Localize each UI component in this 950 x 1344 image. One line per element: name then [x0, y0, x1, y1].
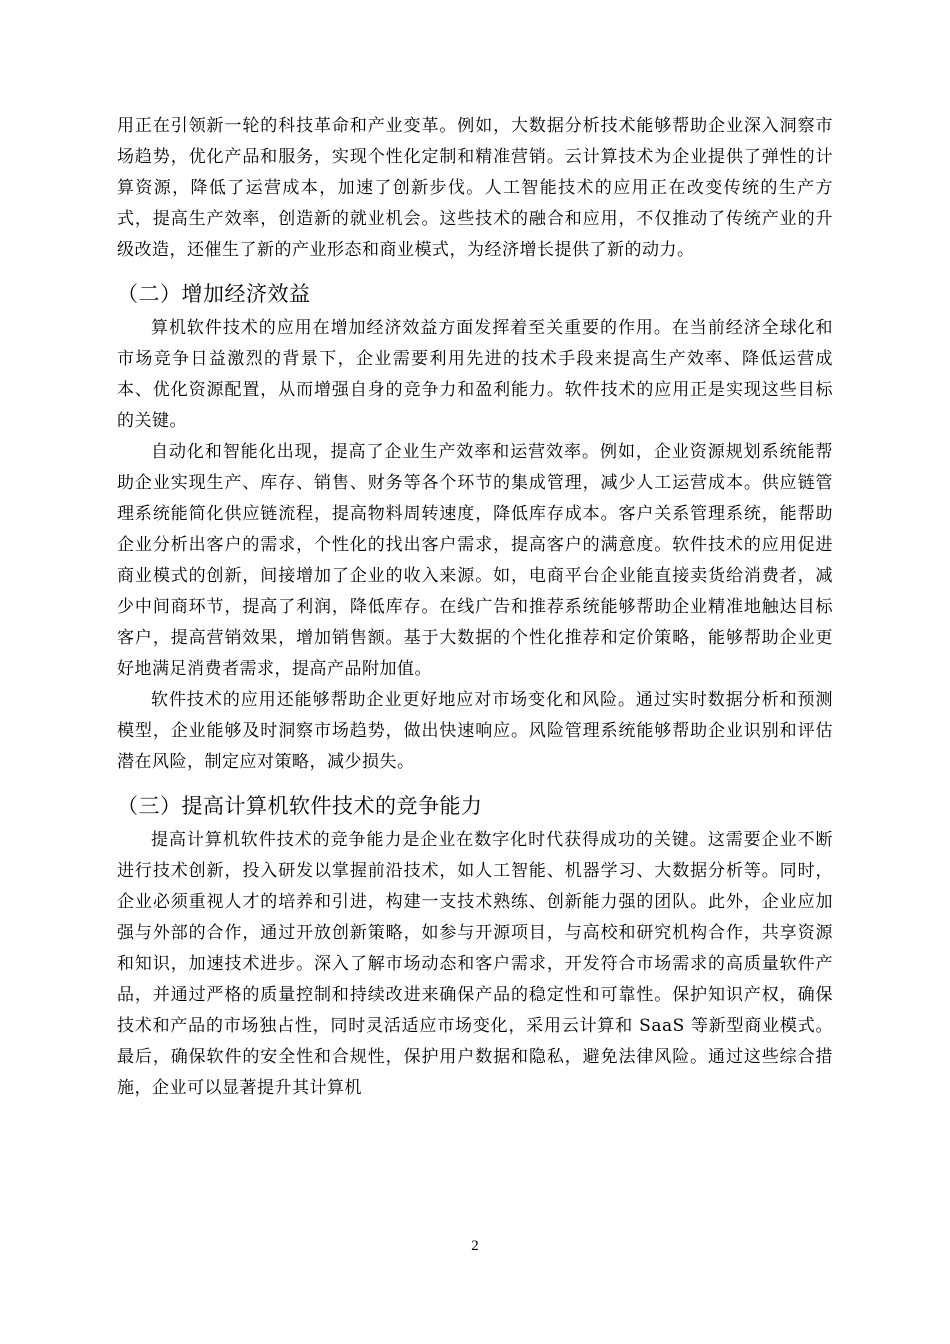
section3-paragraph-1: 提高计算机软件技术的竞争能力是企业在数字化时代获得成功的关键。这需要企业不断进行技术创新，投入研发以掌握前沿技术，如人工智能、机器学习、大数据分析等。同时，企业必须重视人才的培养和引进，构建一支技术熟练、创新能力强的团队。此外，企业应加强与外部的合作，通过开放创新策略，如参与开源项目，与高校和研究机构合作，共享资源和知识，加速技术进步。深入了解市场动态和客户需求，开发符合市场需求的高质量软件产品，并通过严格的质量控制和持续改进来确保产品的稳定性和可靠性。保护知识产权，确保技术和产品的市场独占性，同时灵活适应市场变化，采用云计算和 SaaS 等新型商业模式。最后，确保软件的安全性和合规性，保护用户数据和隐私，避免法律风险。通过这些综合措施，企业可以显著提升其计算机	[117, 830, 833, 1098]
section2-paragraph-2: 自动化和智能化出现，提高了企业生产效率和运营效率。例如，企业资源规划系统能帮助企业实现生产、库存、销售、财务等各个环节的集成管理，减少人工运营成本。供应链管理系统能简化供应链流程，提高物料周转速度，降低库存成本。客户关系管理系统，能帮助企业分析出客户的需求，个性化的找出客户需求，提高客户的满意度。软件技术的应用促进商业模式的创新，间接增加了企业的收入来源。如，电商平台企业能直接卖货给消费者，减少中间商环节，提高了利润，降低库存。在线广告和推荐系统能够帮助企业精准地触达目标客户，提高营销效果，增加销售额。基于大数据的个性化推荐和定价策略，能够帮助企业更好地满足消费者需求，提高产品附加值。	[117, 442, 833, 679]
section-heading-improve-competitiveness: （三）提高计算机软件技术的竞争能力	[117, 794, 483, 818]
page-body	[117, 111, 833, 1104]
page-number: 2	[471, 1238, 479, 1254]
section2-paragraph-3: 软件技术的应用还能够帮助企业更好地应对市场变化和风险。通过实时数据分析和预测模型，企业能够及时洞察市场趋势，做出快速响应。风险管理系统能够帮助企业识别和评估潜在风险，制定应对策略，减少损失。	[117, 690, 833, 772]
paragraph-intro-continued: 用正在引领新一轮的科技革命和产业变革。例如，大数据分析技术能够帮助企业深入洞察市场趋势，优化产品和服务，实现个性化定制和精准营销。云计算技术为企业提供了弹性的计算资源，降低了运营成本，加速了创新步伐。人工智能技术的应用正在改变传统的生产方式，提高生产效率，创造新的就业机会。这些技术的融合和应用，不仅推动了传统产业的升级改造，还催生了新的产业形态和商业模式，为经济增长提供了新的动力。	[117, 116, 833, 260]
section2-paragraph-1: 算机软件技术的应用在增加经济效益方面发挥着至关重要的作用。在当前经济全球化和市场竞争日益激烈的背景下，企业需要利用先进的技术手段来提高生产效率、降低运营成本、优化资源配置，从而增强自身的竞争力和盈利能力。软件技术的应用正是实现这些目标的关键。	[117, 318, 833, 431]
section-heading-increase-economic-benefit: （二）增加经济效益	[117, 282, 311, 306]
